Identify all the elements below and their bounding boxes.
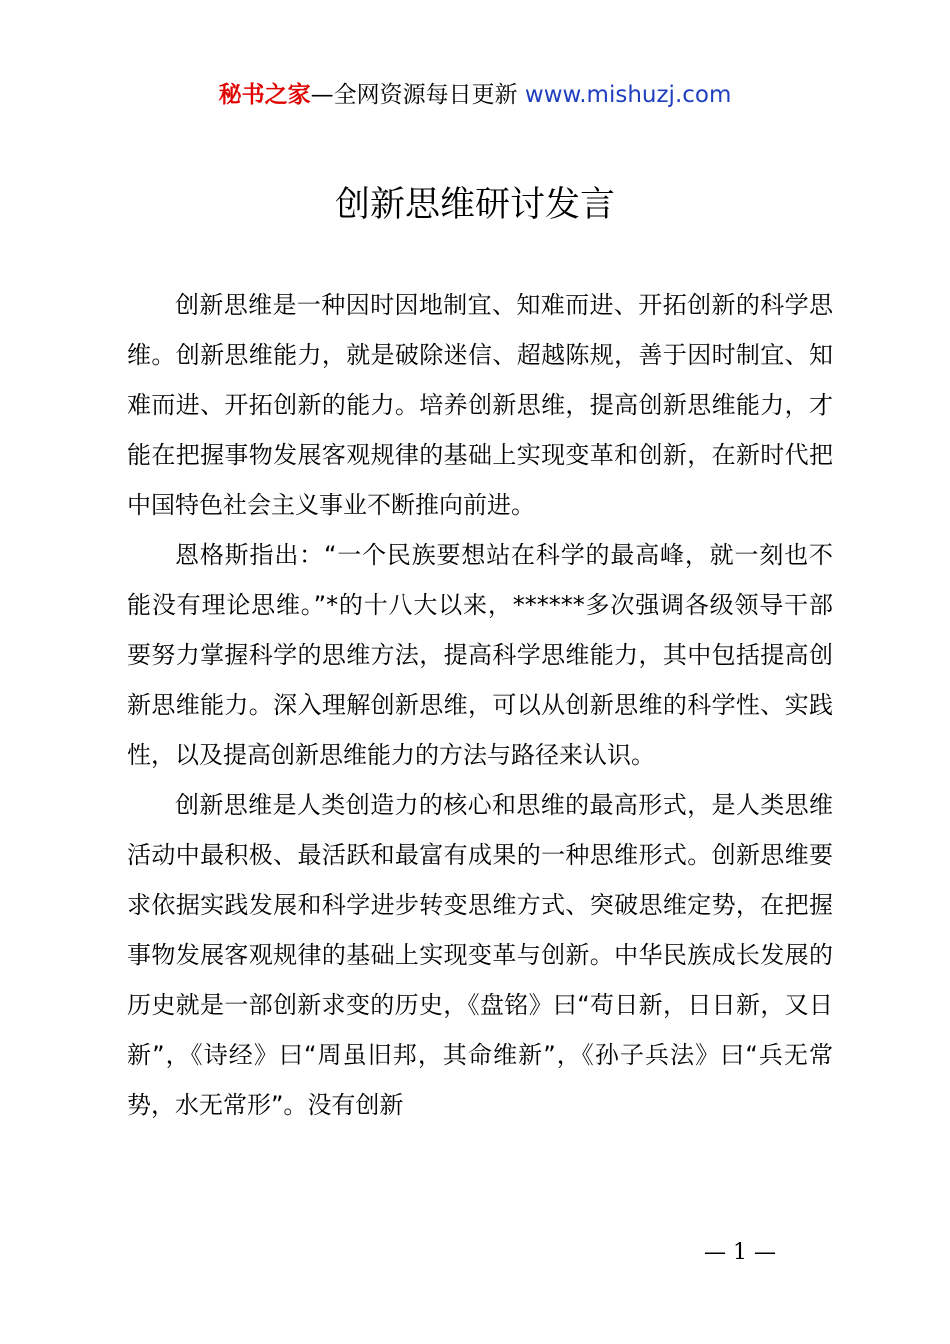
- page-number: — 1 —: [704, 1240, 776, 1265]
- site-url[interactable]: www.mishuzj.com: [524, 82, 732, 108]
- site-tagline: —全网资源每日更新: [310, 82, 525, 108]
- paragraph: 创新思维是一种因时因地制宜、知难而进、开拓创新的科学思维。创新思维能力，就是破除迷信、超越陈规，善于因时制宜、知难而进、开拓创新的能力。培养创新思维，提高创新思维能力，才能在把握事物发展客观规律的基础上实现变革和创新，在新时代把中国特色社会主义事业不断推向前进。: [127, 291, 833, 519]
- document-title: 创新思维研讨发言: [334, 185, 615, 225]
- document-body: [127, 280, 833, 1130]
- paragraph: 恩格斯指出：“一个民族要想站在科学的最高峰，就一刻也不能没有理论思维。”*的十八大以来，******多次强调各级领导干部要努力掌握科学的思维方法，提高科学思维能力，其中包括提高创新思维能力。深入理解创新思维，可以从创新思维的科学性、实践性，以及提高创新思维能力的方法与路径来认识。: [127, 541, 833, 769]
- site-header: [0, 78, 950, 112]
- site-brand: 秘书之家: [218, 82, 311, 108]
- paragraph: 创新思维是人类创造力的核心和思维的最高形式，是人类思维活动中最积极、最活跃和最富有成果的一种思维形式。创新思维要求依据实践发展和科学进步转变思维方式、突破思维定势，在把握事物发展客观规律的基础上实现变革与创新。中华民族成长发展的历史就是一部创新求变的历史，《盘铭》曰“苟日新，日日新，又日新”，《诗经》曰“周虽旧邦，其命维新”，《孙子兵法》曰“兵无常势，水无常形”。没有创新: [127, 791, 833, 1119]
